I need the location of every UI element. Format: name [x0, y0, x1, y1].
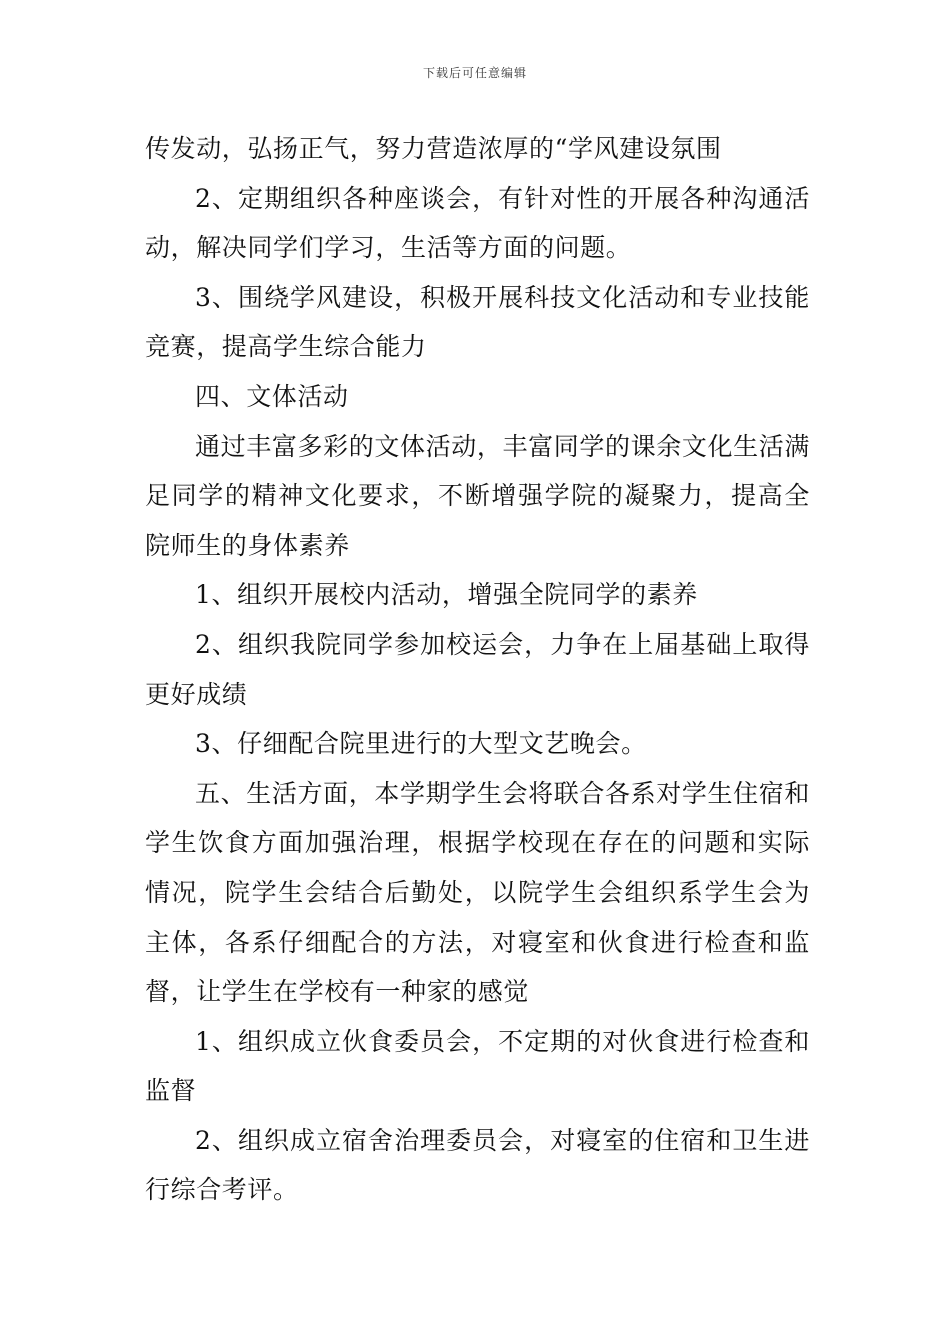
page-header-note: 下载后可任意编辑 — [422, 66, 527, 80]
paragraph-item-2-forums: 2、定期组织各种座谈会，有针对性的开展各种沟通活动，解决同学们学习，生活等方面的问题。 — [145, 183, 810, 263]
paragraph-item-2-dorm-committee: 2、组织成立宿舍治理委员会，对寝室的住宿和卫生进行综合考评。 — [145, 1125, 810, 1205]
paragraph-continuation: 传发动，弘扬正气，努力营造浓厚的“学风建设氛围 — [145, 134, 722, 163]
paragraph-item-3-gala: 3、仔细配合院里进行的大型文艺晚会。 — [195, 729, 647, 759]
section-heading-living: 五、生活方面，本学期学生会将联合各系对学生住宿和学生饮食方面加强治理，根据学校现在存在的问题和实际情况，院学生会结合后勤处，以院学生会组织系学生会为主体，各系仔细配合的方法，对寝室和伙食进行检查和监督，让学生在学校有一种家的感觉 — [145, 778, 810, 1007]
section-heading-recreation: 四、文体活动 — [195, 381, 349, 411]
document-body — [145, 124, 810, 1215]
paragraph-item-1-campus-activities: 1、组织开展校内活动，增强全院同学的素养 — [195, 580, 698, 610]
paragraph-item-3-competitions: 3、围绕学风建设，积极开展科技文化活动和专业技能竞赛，提高学生综合能力 — [145, 282, 810, 362]
paragraph-item-2-sports-meet: 2、组织我院同学参加校运会，力争在上届基础上取得更好成绩 — [145, 629, 810, 709]
paragraph-recreation-intro: 通过丰富多彩的文体活动，丰富同学的课余文化生活满足同学的精神文化要求，不断增强学院的凝聚力，提高全院师生的身体素养 — [145, 431, 810, 560]
paragraph-item-1-food-committee: 1、组织成立伙食委员会，不定期的对伙食进行检查和监督 — [145, 1026, 810, 1106]
